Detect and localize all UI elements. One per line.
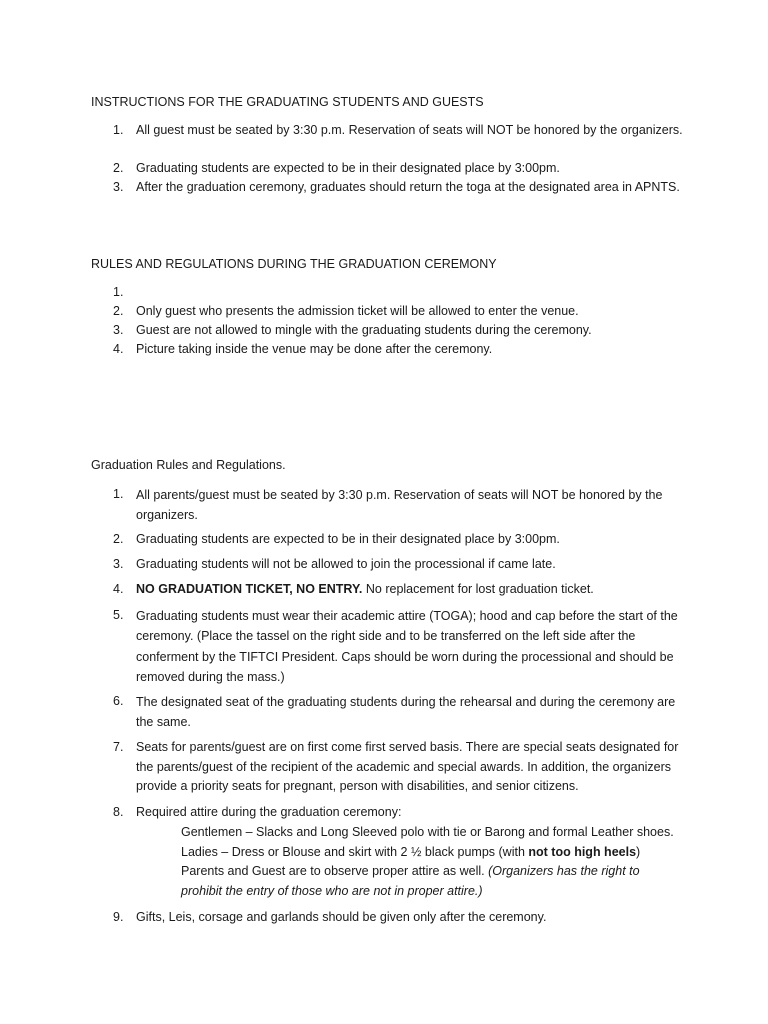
list-number: 1. xyxy=(113,285,124,299)
attire-gentlemen: Gentlemen – Slacks and Long Sleeved polo with tie or Barong and formal Leather shoes. xyxy=(181,825,674,839)
list-number: 3. xyxy=(113,557,124,571)
list-number: 4. xyxy=(113,342,124,356)
bold-text: NO GRADUATION TICKET, NO ENTRY. xyxy=(136,582,363,596)
section-heading-rules-ceremony: RULES AND REGULATIONS DURING THE GRADUATION CEREMONY xyxy=(91,257,497,271)
list-number: 5. xyxy=(113,608,124,622)
attire-parents xyxy=(181,862,701,882)
list-number: 2. xyxy=(113,304,124,318)
list-number: 1. xyxy=(113,123,124,137)
list-item-text: The designated seat of the graduating students during the rehearsal and during the ceremony are the same. xyxy=(136,695,676,730)
bold-text: not too high heels xyxy=(528,845,637,859)
list-number: 8. xyxy=(113,805,124,819)
list-number: 2. xyxy=(113,161,124,175)
list-item-text: Seats for parents/guest are on first come first served basis. There are special seats designated for the parents/guest of the recipient of the academic and special awards. In addition, the organizers provide a priority seats for pregnant, person with disabilities, and senior citizens. xyxy=(136,740,679,793)
list-item-text: Gifts, Leis, corsage and garlands should be given only after the ceremony. xyxy=(136,910,547,924)
list-item-text: Guest are not allowed to mingle with the graduating students during the ceremony. xyxy=(136,323,592,337)
list-number: 3. xyxy=(113,323,124,337)
list-item-text: Only guest who presents the admission ticket will be allowed to enter the venue. xyxy=(136,304,579,318)
list-number: 1. xyxy=(113,487,124,501)
list-item-text: All parents/guest must be seated by 3:30 p.m. Reservation of seats will NOT be honored by the organizers. xyxy=(136,488,663,523)
list-item-text: Graduating students must wear their academic attire (TOGA); hood and cap before the start of the ceremony. (Place the tassel on the right side and to be transferred on the left side after the conferment by the TIFTCI President. Caps should be worn during the processional and should be removed during the mass.) xyxy=(136,609,678,684)
list-item-text: After the graduation ceremony, graduates should return the toga at the designated area in APNTS. xyxy=(136,180,680,194)
list-item-text: Picture taking inside the venue may be done after the ceremony. xyxy=(136,342,493,356)
plain-text: Ladies – Dress or Blouse and skirt with 2 ½ black pumps (with xyxy=(181,845,529,859)
section-heading-graduation-rules: Graduation Rules and Regulations. xyxy=(91,458,286,472)
italic-text: (Organizers has the right to xyxy=(488,864,640,878)
plain-text: Parents and Guest are to observe proper attire as well. xyxy=(181,864,489,878)
list-number: 4. xyxy=(113,582,124,596)
attire-parents-note: prohibit the entry of those who are not in proper attire.) xyxy=(181,884,483,898)
list-item-text: Required attire during the graduation ceremony: xyxy=(136,805,402,819)
list-item-text: Graduating students will not be allowed to join the processional if came late. xyxy=(136,557,556,571)
list-number: 9. xyxy=(113,910,124,924)
list-number: 6. xyxy=(113,694,124,708)
list-item-text: Graduating students are expected to be in their designated place by 3:00pm. xyxy=(136,532,560,546)
list-item-text xyxy=(136,580,696,600)
list-item-text: All guest must be seated by 3:30 p.m. Reservation of seats will NOT be honored by the organizers. xyxy=(136,123,683,137)
list-number: 7. xyxy=(113,740,124,754)
list-item-text: Graduating students are expected to be in their designated place by 3:00pm. xyxy=(136,161,560,175)
attire-ladies xyxy=(181,843,701,863)
plain-text: No replacement for lost graduation ticket. xyxy=(362,582,594,596)
plain-text: ) xyxy=(636,845,641,859)
section-heading-instructions: INSTRUCTIONS FOR THE GRADUATING STUDENTS AND GUESTS xyxy=(91,95,484,109)
list-number: 3. xyxy=(113,180,124,194)
list-number: 2. xyxy=(113,532,124,546)
